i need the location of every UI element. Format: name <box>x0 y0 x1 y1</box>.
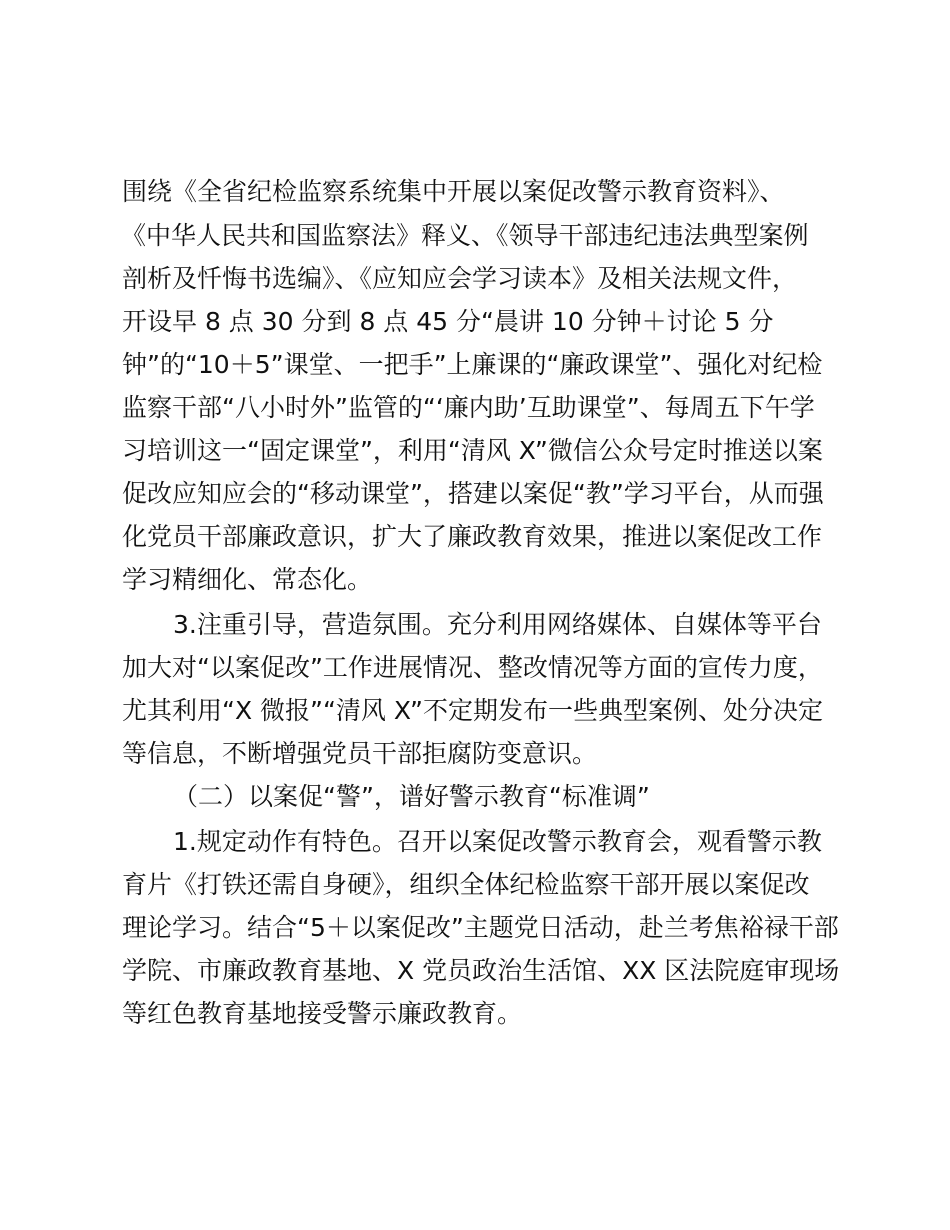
subheading-paragraph-line: 3.注重引导，营造氛围。充分利用网络媒体、自媒体等平台 <box>173 610 822 639</box>
body-text-line: 等信息，不断增强党员干部拒腐防变意识。 <box>122 739 598 768</box>
body-text-line: 等红色教育基地接受警示廉政教育。 <box>122 999 523 1028</box>
section-heading: （二）以案促“警”，谱好警示教育“标准调” <box>173 782 650 811</box>
body-text-line: 《中华人民共和国监察法》释义、《领导干部违纪违法典型案例 <box>121 221 809 250</box>
body-text-line: 开设早 8 点 30 分到 8 点 45 分“晨讲 10 分钟＋讨论 5 分 <box>122 307 774 336</box>
body-text-line: 学习精细化、常态化。 <box>122 565 373 594</box>
body-text-line: 育片《打铁还需自身硬》，组织全体纪检监察干部开展以案促改 <box>122 870 810 899</box>
body-text-line: 化党员干部廉政意识，扩大了廉政教育效果，推进以案促改工作 <box>122 522 823 551</box>
body-text-line: 理论学习。结合“5＋以案促改”主题党日活动，赴兰考焦裕禄干部 <box>122 913 839 942</box>
body-text-line: 加大对“以案促改”工作进展情况、整改情况等方面的宣传力度， <box>122 653 823 682</box>
body-text-line: 习培训这一“固定课堂”，利用“清风 X”微信公众号定时推送以案 <box>122 436 823 465</box>
body-text-line: 促改应知应会的“移动课堂”，搭建以案促“教”学习平台，从而强 <box>122 479 824 508</box>
body-text-line: 学院、市廉政教育基地、X 党员政治生活馆、XX 区法院庭审现场 <box>122 956 840 985</box>
body-text-line: 尤其利用“X 微报”“清风 X”不定期发布一些典型案例、处分决定 <box>122 696 823 725</box>
body-text-line: 剖析及忏悔书选编》、《应知应会学习读本》及相关法规文件， <box>122 264 798 293</box>
body-text-line: 围绕《全省纪检监察系统集中开展以案促改警示教育资料》、 <box>122 177 785 206</box>
body-text-line: 钟”的“10＋5”课堂、一把手”上廉课的“廉政课堂”、强化对纪检 <box>122 350 823 379</box>
subheading-paragraph-line: 1.规定动作有特色。召开以案促改警示教育会，观看警示教 <box>173 827 822 856</box>
body-text-line: 监察干部“八小时外”监管的“‘廉内助’互助课堂”、每周五下午学 <box>122 393 815 422</box>
